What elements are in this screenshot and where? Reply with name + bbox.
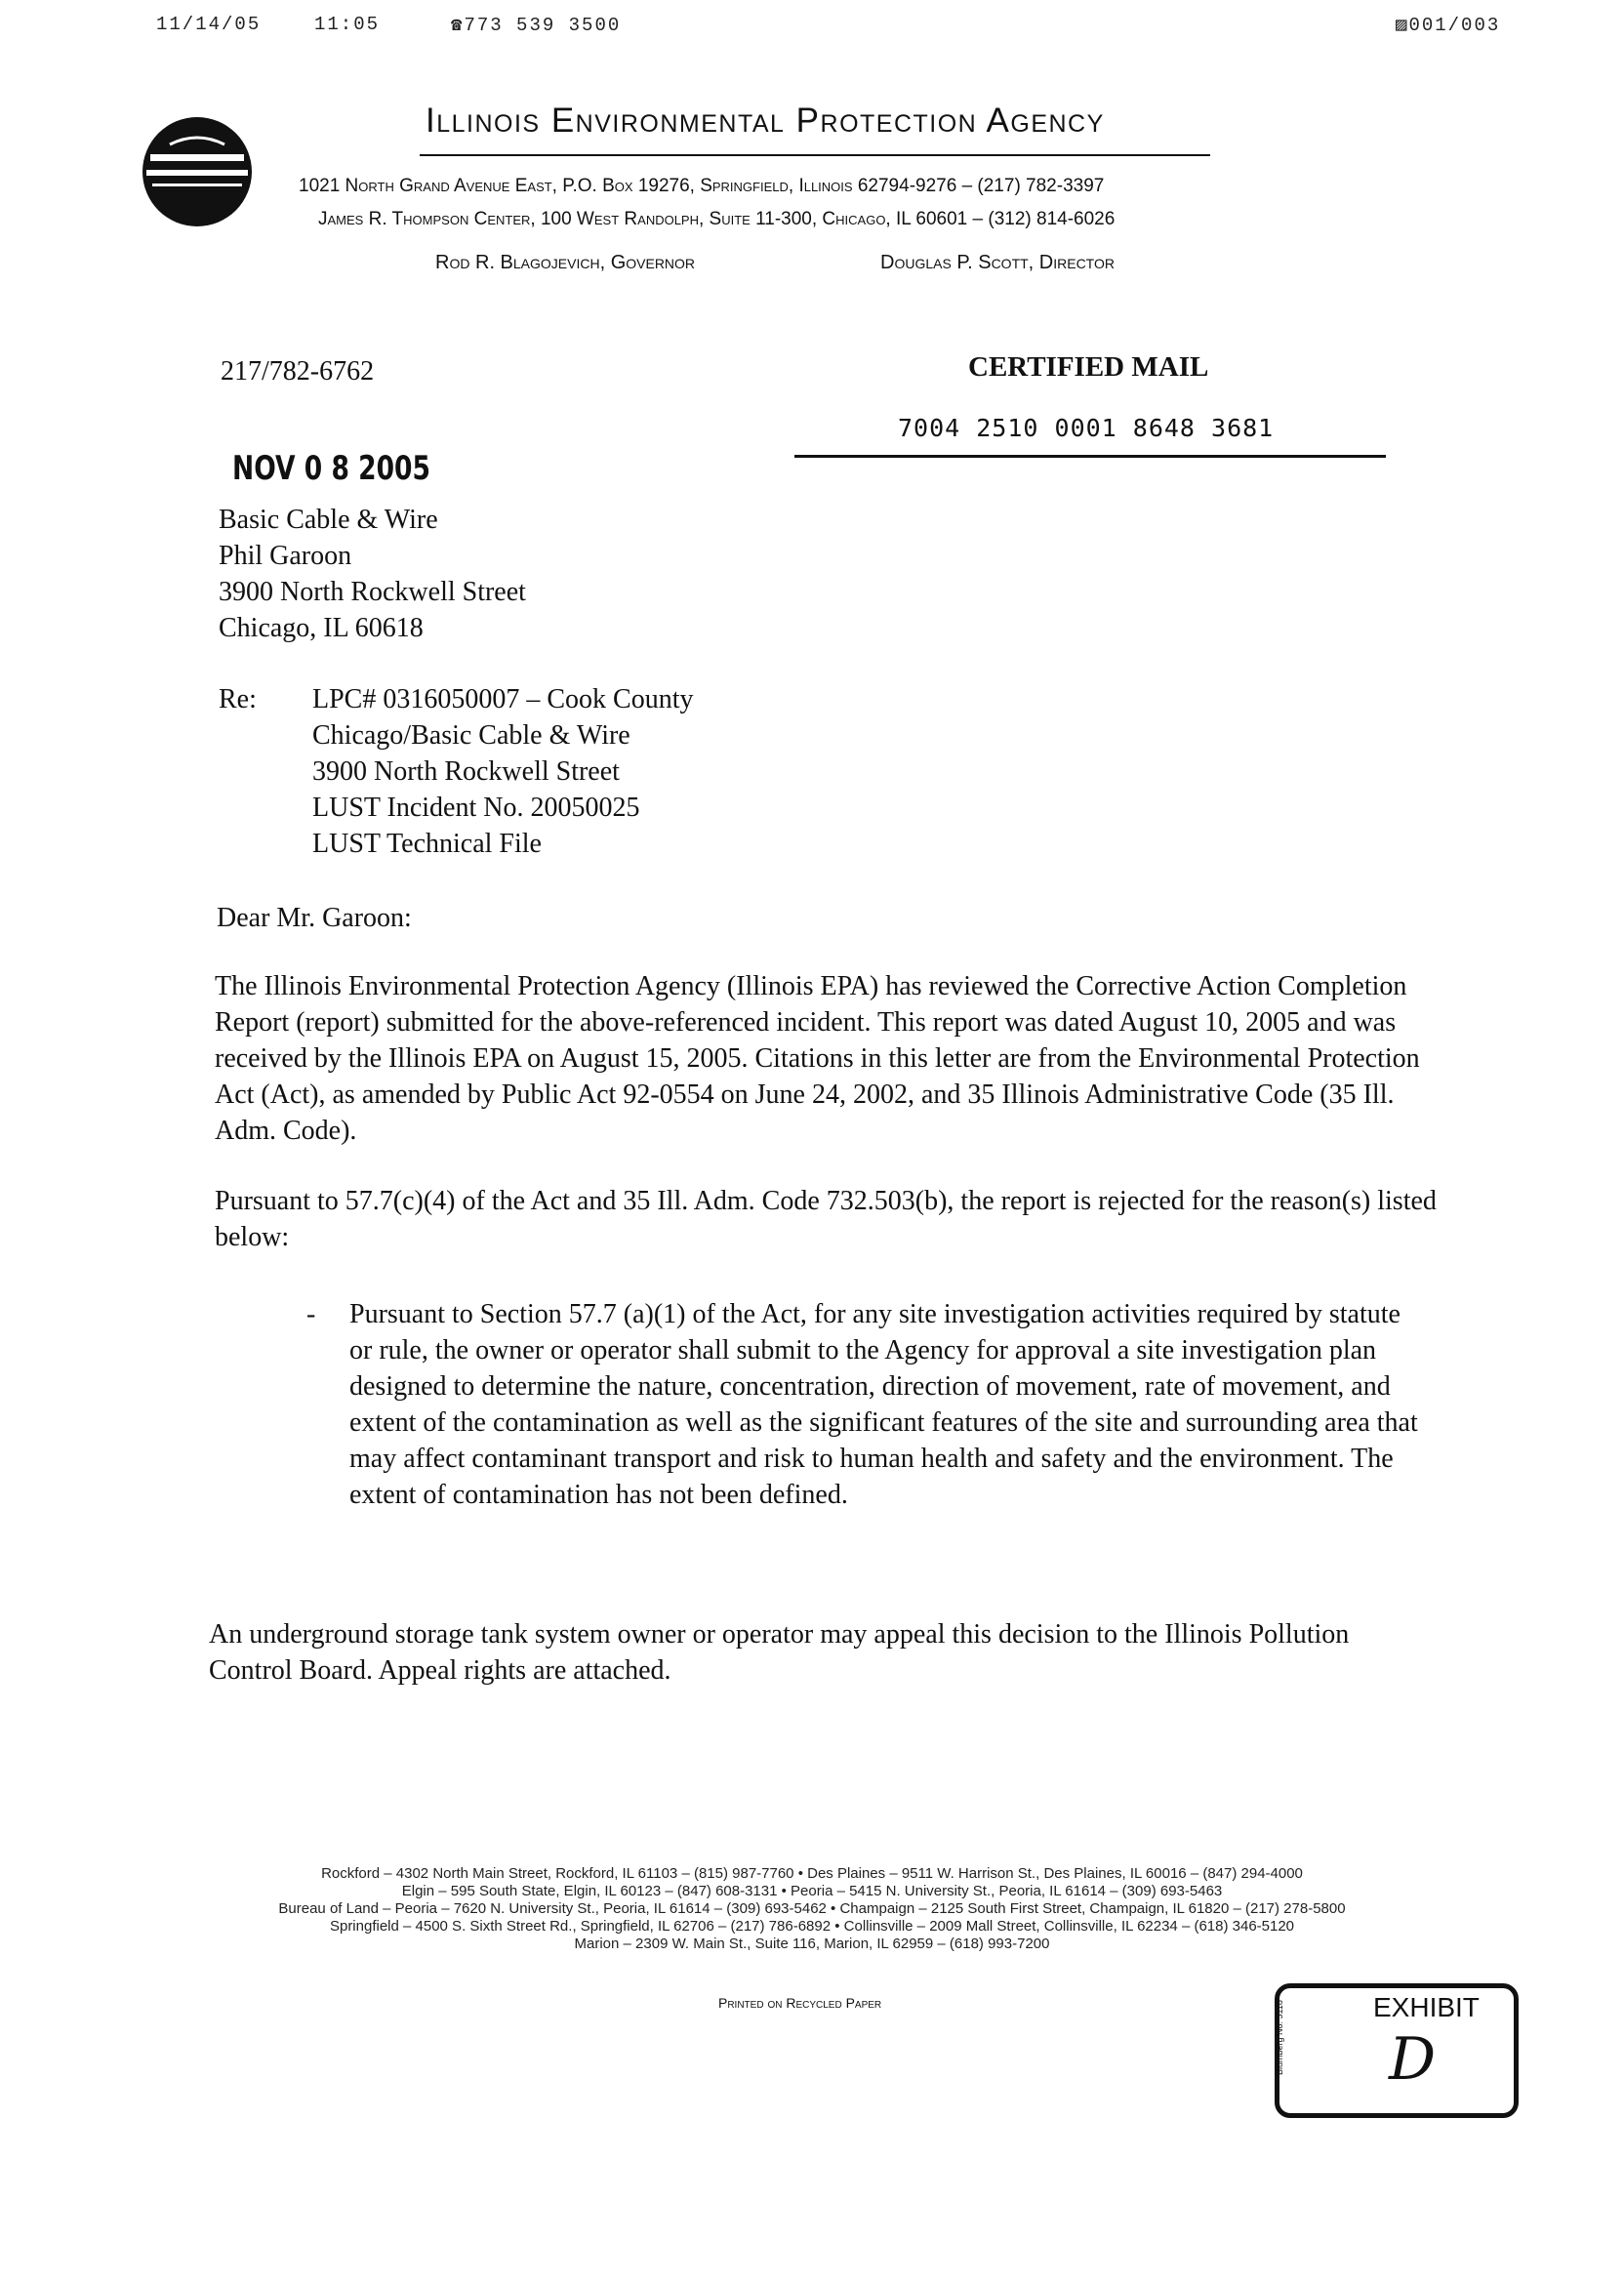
letterhead-rule: [420, 154, 1210, 156]
exhibit-letter: D: [1389, 2025, 1437, 2094]
address-springfield: 1021 North Grand Avenue East, P.O. Box 19276, Springfield, Illinois 62794-9276 – (217) 782-3397: [299, 176, 1105, 196]
re-incident-number: LUST Incident No. 20050025: [312, 793, 640, 823]
fax-date: 11/14/05: [156, 14, 262, 35]
re-site-name: Chicago/Basic Cable & Wire: [312, 720, 630, 751]
footer-offices: [0, 1865, 1624, 1953]
recipient-street: 3900 North Rockwell Street: [219, 577, 526, 607]
agency-name: Illinois Environmental Protection Agency: [426, 102, 1105, 140]
certified-mail-rule: [794, 455, 1386, 458]
salutation: Dear Mr. Garoon:: [217, 903, 412, 933]
footer-line-4: Springfield – 4500 S. Sixth Street Rd., Springfield, IL 62706 – (217) 786-6892 • Collinsville – 2009 Mall Street, Collinsville, IL 62234 – (618) 346-5120: [329, 1918, 1295, 1935]
re-block: [312, 681, 693, 862]
recipient-company: Basic Cable & Wire: [219, 505, 438, 535]
fax-time: 11:05: [314, 14, 381, 35]
re-lpc-number: LPC# 0316050007 – Cook County: [312, 684, 694, 714]
footer-line-3: Bureau of Land – Peoria – 7620 N. University St., Peoria, IL 61614 – (309) 693-5462 • Champaign – 2125 South First Street, Champaign, IL 61820 – (217) 278-5800: [278, 1900, 1346, 1917]
paragraph-review: The Illinois Environmental Protection Agency (Illinois EPA) has reviewed the Corrective Action Completion Report (report) submitted for the above-referenced incident. This report was dated August 10, 2005 and was received by the Illinois EPA on August 15, 2005. Citations in this letter are from the Environmental Protection Act (Act), as amended by Public Act 92-0554 on June 24, 2002, and 35 Illinois Administrative Code (35 Ill. Adm. Code).: [215, 971, 1420, 1146]
certified-mail-label: CERTIFIED MAIL: [968, 351, 1209, 383]
re-site-address: 3900 North Rockwell Street: [312, 756, 620, 787]
agency-logo: [141, 115, 254, 228]
fax-phone: ☎773 539 3500: [451, 15, 622, 36]
recycled-paper-note: Printed on Recycled Paper: [718, 1995, 882, 2011]
phone-reference: 217/782-6762: [221, 356, 375, 387]
re-file: LUST Technical File: [312, 829, 542, 859]
footer-line-2: Elgin – 595 South State, Elgin, IL 60123 – (847) 608-3131 • Peoria – 5415 N. University St., Peoria, IL 61614 – (309) 693-5463: [401, 1883, 1223, 1899]
recipient-name: Phil Garoon: [219, 541, 352, 571]
paragraph-rejection: Pursuant to 57.7(c)(4) of the Act and 35 Ill. Adm. Code 732.503(b), the report is rejected for the reason(s) listed below:: [215, 1186, 1437, 1252]
address-chicago: James R. Thompson Center, 100 West Randolph, Suite 11-300, Chicago, IL 60601 – (312) 814-6026: [318, 209, 1116, 229]
exhibit-title: EXHIBIT: [1373, 1992, 1480, 2022]
exhibit-brand: Blumberg No. 5118: [1275, 2000, 1284, 2075]
director-name: Douglas P. Scott, Director: [880, 252, 1115, 273]
rejection-reason: Pursuant to Section 57.7 (a)(1) of the Act, for any site investigation activities required by statute or rule, the owner or operator shall submit to the Agency for approval a site investigation plan designed to determine the nature, concentration, direction of movement, rate of movement, and extent of the contamination as well as the significant features of the site and surrounding area that may affect contaminant transport and risk to human health and safety and the environment. The extent of contamination has not been defined.: [349, 1299, 1418, 1510]
date-stamp: NOV 0 8 2005: [232, 449, 430, 488]
recipient-city: Chicago, IL 60618: [219, 613, 424, 643]
re-label: Re:: [219, 684, 257, 714]
footer-line-5: Marion – 2309 W. Main St., Suite 116, Marion, IL 62959 – (618) 993-7200: [574, 1936, 1050, 1952]
footer-line-1: Rockford – 4302 North Main Street, Rockford, IL 61103 – (815) 987-7760 • Des Plaines – 9511 W. Harrison St., Des Plaines, IL 60016 – (847) 294-4000: [321, 1865, 1303, 1882]
certified-mail-number: 7004 2510 0001 8648 3681: [898, 414, 1275, 442]
recipient-address: [219, 502, 526, 646]
paragraph-appeal: An underground storage tank system owner or operator may appeal this decision to the Illinois Pollution Control Board. Appeal rights are attached.: [209, 1619, 1350, 1686]
fax-page-counter: ▨001/003: [1396, 15, 1501, 36]
governor-name: Rod R. Blagojevich, Governor: [435, 252, 696, 273]
exhibit-sticker: [1275, 1983, 1519, 2118]
bullet-marker: -: [306, 1299, 316, 1329]
